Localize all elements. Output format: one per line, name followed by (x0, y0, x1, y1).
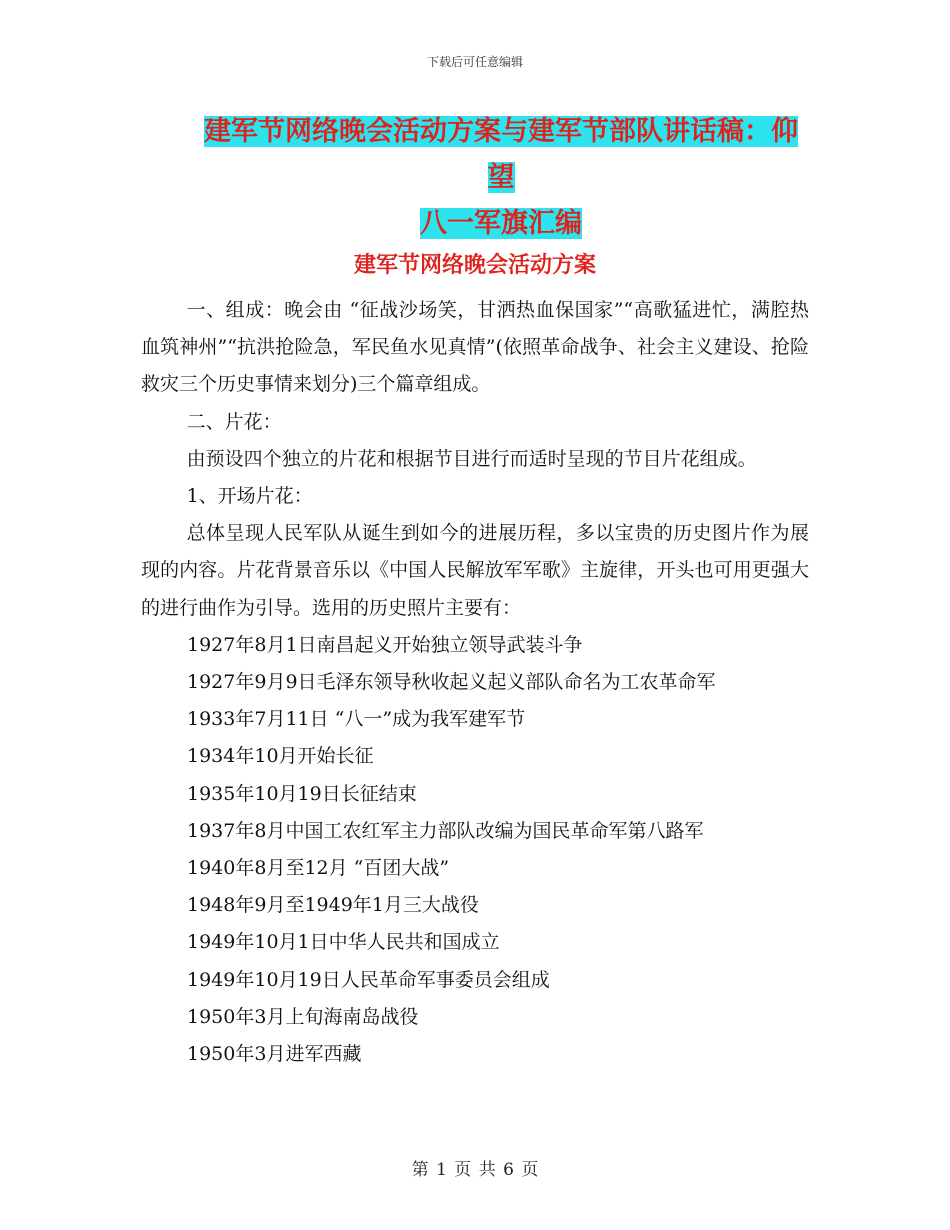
timeline-item: 1927年8月1日南昌起义开始独立领导武装斗争 (187, 633, 583, 656)
paragraph-interludes-heading: 二、片花： (186, 410, 282, 433)
timeline-item: 1950年3月上旬海南岛战役 (187, 1005, 419, 1028)
page-footer: 第 1 页 共 6 页 (411, 1160, 539, 1180)
document-title-line-2: 八一军旗汇编 (420, 208, 582, 239)
section-title: 建军节网络晚会活动方案 (353, 253, 596, 278)
timeline-item: 1949年10月1日中华人民共和国成立 (187, 931, 500, 954)
paragraph-opening-heading: 1、开场片花： (186, 485, 313, 508)
timeline-item: 1949年10月19日人民革命军事委员会组成 (187, 968, 550, 991)
document-title (196, 109, 806, 247)
paragraph-interludes: 由预设四个独立的片花和根据节目进行而适时呈现的节目片花组成。 (186, 447, 757, 470)
paragraph-opening: 总体呈现人民军队从诞生到如今的进展历程，多以宝贵的历史图片作为展现的内容。片花背景音乐以《中国人民解放军军歌》主旋律，开头也可用更强大的进行曲作为引导。选用的历史照片主要有： (141, 522, 809, 619)
document-title-line-1: 建军节网络晚会活动方案与建军节部队讲话稿：仰望 (204, 116, 798, 193)
paragraph-composition: 一、组成：晚会由 “征战沙场笑，甘洒热血保国家”“高歌猛进忙，满腔热血筑神州”“抗洪抢险急，军民鱼水见真情”(依照革命战争、社会主义建设、抢险救灾三个历史事情来划分)三个篇章组成。 (141, 299, 809, 396)
timeline-item: 1934年10月开始长征 (187, 745, 374, 768)
timeline-item: 1927年9月9日毛泽东领导秋收起义起义部队命名为工农革命军 (187, 671, 716, 694)
timeline-item: 1950年3月进军西藏 (187, 1043, 362, 1066)
timeline-item: 1940年8月至12月 “百团大战” (187, 857, 450, 880)
timeline-item: 1937年8月中国工农红军主力部队改编为国民革命军第八路军 (187, 819, 704, 842)
timeline-item: 1933年7月11日 “八一”成为我军建军节 (187, 708, 526, 731)
timeline-item: 1948年9月至1949年1月三大战役 (187, 894, 479, 917)
header-note: 下载后可任意编辑 (426, 55, 523, 69)
timeline-item: 1935年10月19日长征结束 (187, 782, 417, 805)
document-body (141, 292, 809, 1073)
